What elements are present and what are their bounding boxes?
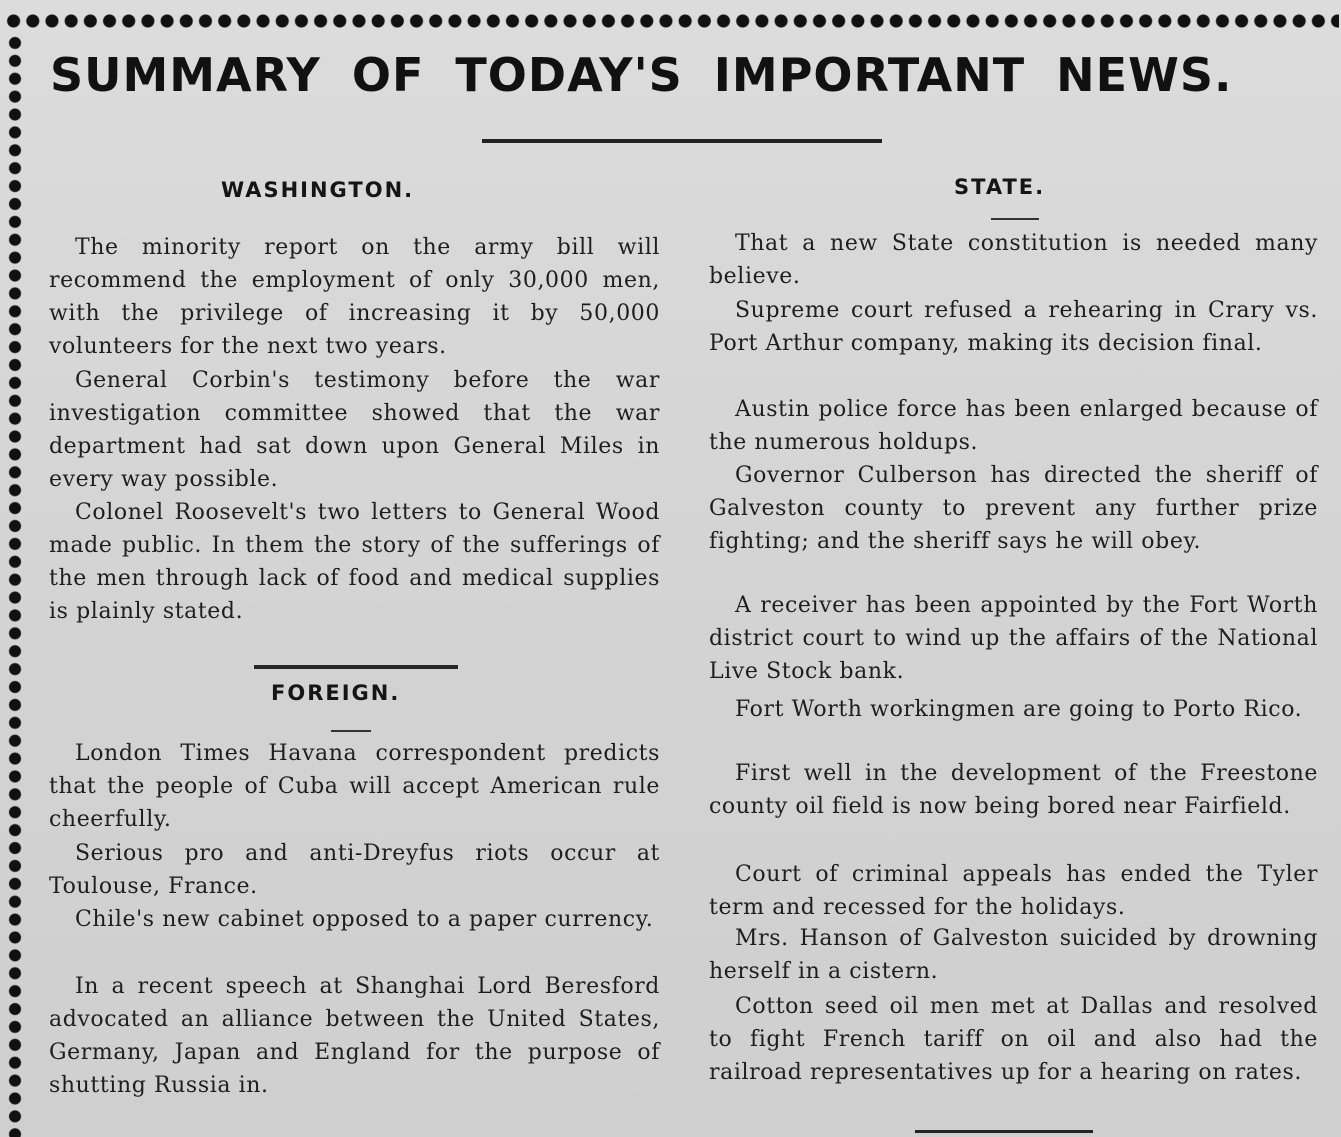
headline-rule: [482, 139, 882, 143]
section-title-washington: WASHINGTON.: [221, 178, 415, 202]
news-item-foreign-3: Chile's new cabinet opposed to a paper currency.: [75, 907, 654, 932]
section-separator: [254, 665, 458, 669]
news-item-state-2: Supreme court refused a rehearing in Crary vs. Port Arthur company, making its decision final.: [709, 298, 1318, 356]
news-item-foreign-4: In a recent speech at Shanghai Lord Beresford advocated an alliance between the United States, Germany, Japan and England for the purpose of shutting Russia in.: [49, 974, 660, 1098]
state-title-rule: [991, 218, 1039, 220]
news-item-washington-2: General Corbin's testimony before the war investigation committee showed that the war department had sat down upon General Miles in every way possible.: [49, 368, 660, 492]
news-item-washington-3: Colonel Roosevelt's two letters to General Wood made public. In them the story of the sufferings of the men through lack of food and medical supplies is plainly stated.: [49, 500, 660, 624]
page-headline: SUMMARY OF TODAY'S IMPORTANT NEWS.: [50, 48, 1233, 102]
news-item-washington-1: The minority report on the army bill will recommend the employment of only 30,000 men, with the privilege of increasing it by 50,000 volunteers for the next two years.: [49, 235, 660, 359]
news-item-state-1: That a new State constitution is needed many believe.: [709, 231, 1318, 289]
news-item-state-5: A receiver has been appointed by the Fort Worth district court to wind up the affairs of the National Live Stock bank.: [709, 593, 1318, 684]
news-item-state-7: First well in the development of the Freestone county oil field is now being bored near Fairfield.: [709, 761, 1318, 819]
news-item-state-3: Austin police force has been enlarged because of the numerous holdups.: [709, 397, 1318, 455]
news-item-state-8: Court of criminal appeals has ended the Tyler term and recessed for the holidays.: [709, 862, 1318, 920]
dotted-border-left: [4, 34, 26, 1137]
news-item-state-10: Cotton seed oil men met at Dallas and resolved to fight French tariff on oil and also had the railroad representatives up for a hearing on rates.: [709, 994, 1318, 1085]
news-item-state-4: Governor Culberson has directed the sheriff of Galveston county to prevent any further prize fighting; and the sheriff says he will obey.: [709, 463, 1318, 554]
news-item-foreign-1: London Times Havana correspondent predicts that the people of Cuba will accept American rule cheerfully.: [49, 741, 660, 832]
news-item-state-6: Fort Worth workingmen are going to Porto Rico.: [735, 697, 1303, 722]
dotted-border-top: [4, 10, 1339, 32]
section-title-state: STATE.: [954, 175, 1046, 199]
news-item-foreign-2: Serious pro and anti-Dreyfus riots occur at Toulouse, France.: [49, 841, 660, 899]
foreign-title-rule: [331, 730, 371, 732]
bottom-separator: [915, 1130, 1093, 1133]
section-title-foreign: FOREIGN.: [271, 681, 401, 705]
news-item-state-9: Mrs. Hanson of Galveston suicided by drowning herself in a cistern.: [709, 926, 1318, 984]
